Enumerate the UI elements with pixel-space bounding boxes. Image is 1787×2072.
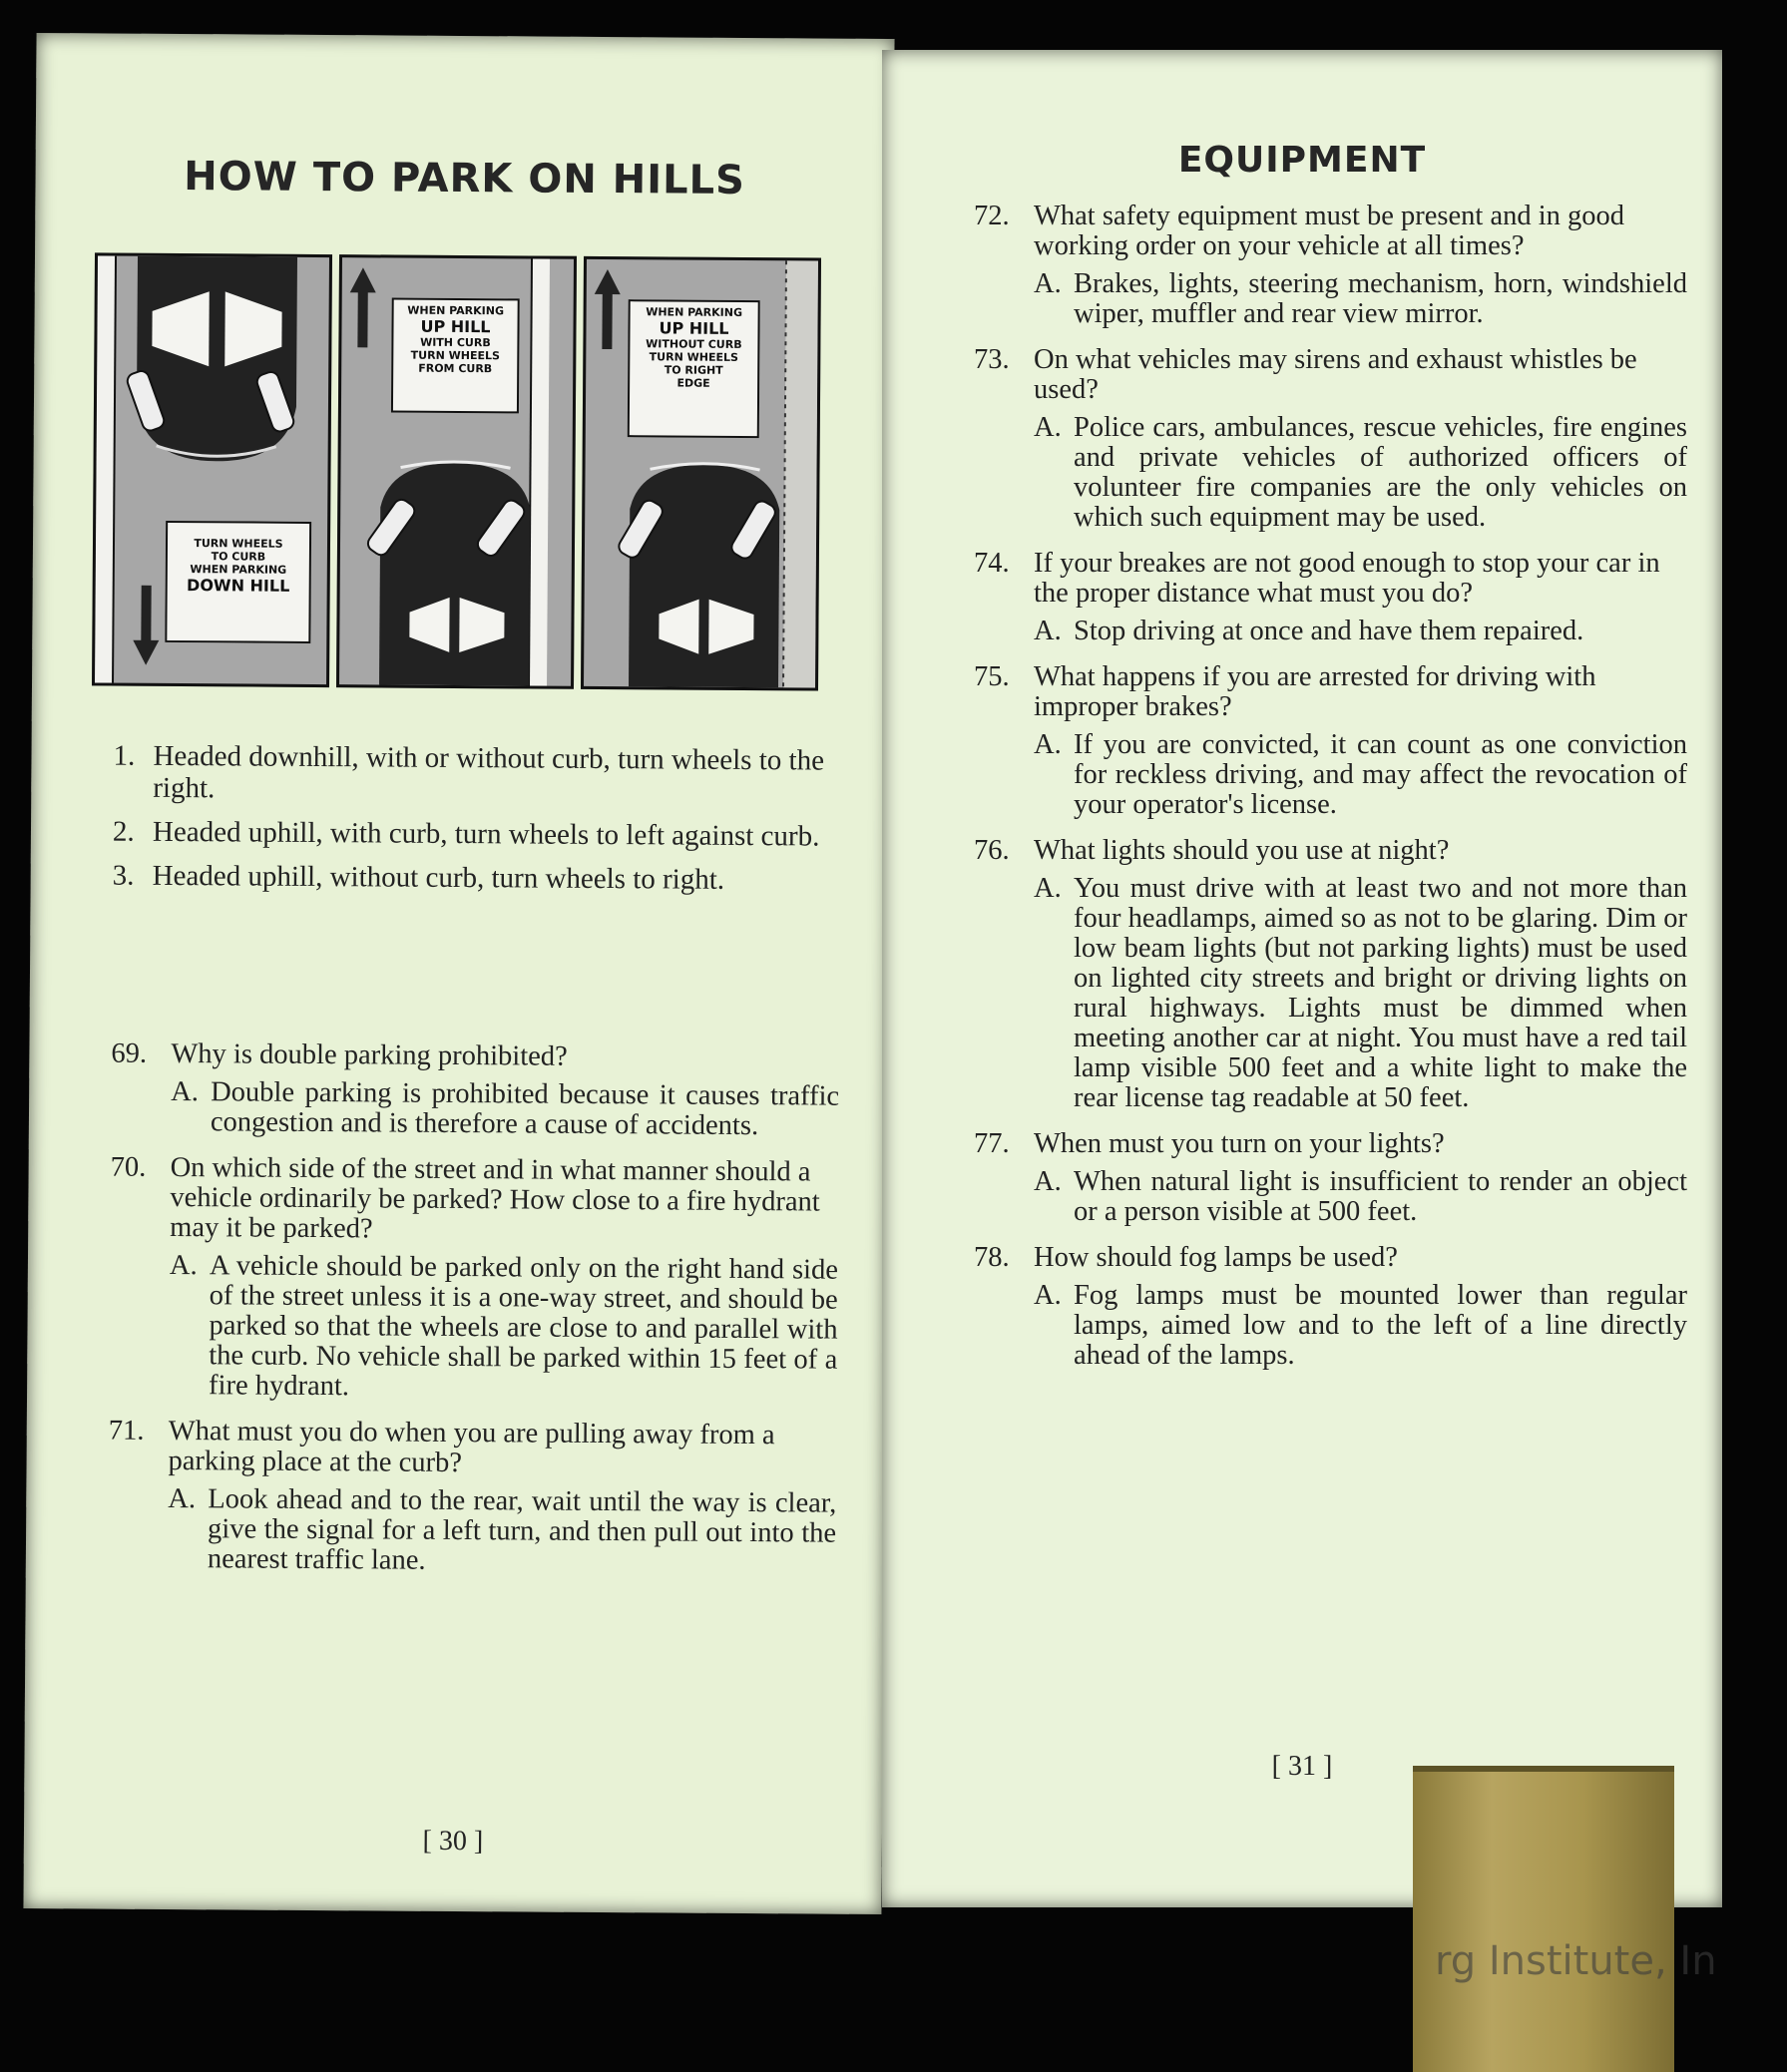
parking-rules-list bbox=[112, 740, 831, 909]
question-item: 72. What safety equipment must be present and in good working order on your vehicle at all times? A. Brakes, lights, steering mechanism, horn, windshield wiper, muffler and rear view mirror. bbox=[974, 201, 1687, 329]
list-item: 2. Headed uphill, with curb, turn wheels to left against curb. bbox=[112, 815, 820, 853]
watermark: rg Institute, In bbox=[1435, 1938, 1717, 1984]
question-item: 69. Why is double parking prohibited? A. Double parking is prohibited because it causes traffic congestion and is therefore a cause of accidents. bbox=[111, 1037, 840, 1142]
question-item: 74. If your breakes are not good enough to stop your car in the proper distance what must you do? A. Stop driving at once and have them repaired. bbox=[974, 548, 1660, 646]
question-item: 76. What lights should you use at night? A. You must drive with at least two and not more than four headlamps, aimed so as not to be glaring. Dim or low beam lights (but not parking lights) must be used on lighted city streets and bright or driving lights on rural highways. Lights must be dimmed when meeting another car at night. You must have a red tail lamp visible 500 feet and a white light to make the rear license tag readable at 50 feet. bbox=[974, 835, 1687, 1113]
uphill-no-curb-sign: WHEN PARKING UP HILL WITHOUT CURB TURN WHEELS TO RIGHT EDGE bbox=[628, 299, 760, 438]
list-item: 1. Headed downhill, with or without curb, turn wheels to the right. bbox=[113, 739, 825, 805]
page-title: EQUIPMENT bbox=[1177, 140, 1427, 181]
question-item: 73. On what vehicles may sirens and exhaust whistles be used? A. Police cars, ambulances, rescue vehicles, fire engines and private vehicles of authorized officers of volunteer fire companies are the only vehicles on which such equipment may be used. bbox=[974, 344, 1687, 533]
question-list bbox=[108, 1039, 840, 1595]
question-item: 77. When must you turn on your lights? A. When natural light is insufficient to render an object or a person visible at 500 feet. bbox=[974, 1128, 1687, 1227]
uphill-curb-sign: WHEN PARKING UP HILL WITH CURB TURN WHEELS FROM CURB bbox=[391, 298, 520, 414]
question-item: 70. On which side of the street and in what manner should a vehicle ordinarily be parked? How close to a fire hydrant may it be parked? A. A vehicle should be parked only on the right hand side of the street unless it is a one-way street, and should be parked so that the wheels are close to and parallel with the curb. No vehicle shall be parked within 15 feet of a fire hydrant. bbox=[110, 1151, 839, 1403]
page-title: HOW TO PARK ON HILLS bbox=[184, 154, 746, 204]
left-page bbox=[23, 33, 894, 1914]
question-item: 75. What happens if you are arrested for driving with improper brakes? A. If you are convicted, it can count as one conviction for reckless driving, and may affect the revocation of your operator's license. bbox=[974, 661, 1687, 820]
uphill-curb-parking-diagram bbox=[336, 254, 577, 689]
downhill-parking-diagram bbox=[92, 252, 332, 687]
right-page bbox=[882, 50, 1722, 1907]
question-list bbox=[974, 202, 1687, 1387]
page-number: [ 31 ] bbox=[1271, 1751, 1333, 1782]
question-item: 78. How should fog lamps be used? A. Fog lamps must be mounted lower than regular lamps, aimed low and to the left of a line directly ahead of the lamps. bbox=[974, 1242, 1687, 1371]
uphill-no-curb-parking-diagram bbox=[581, 256, 821, 691]
downhill-sign: TURN WHEELS TO CURB WHEN PARKING DOWN HILL bbox=[165, 521, 311, 643]
page-number: [ 30 ] bbox=[422, 1825, 484, 1858]
question-item: 71. What must you do when you are pulling away from a parking place at the curb? A. Look ahead and to the rear, wait until the way is clear, give the signal for a left turn, and then pull out into the nearest traffic lane. bbox=[108, 1415, 837, 1576]
list-item: 3. Headed uphill, without curb, turn wheels to right. bbox=[112, 859, 725, 896]
brass-page-weight bbox=[1413, 1766, 1674, 2072]
